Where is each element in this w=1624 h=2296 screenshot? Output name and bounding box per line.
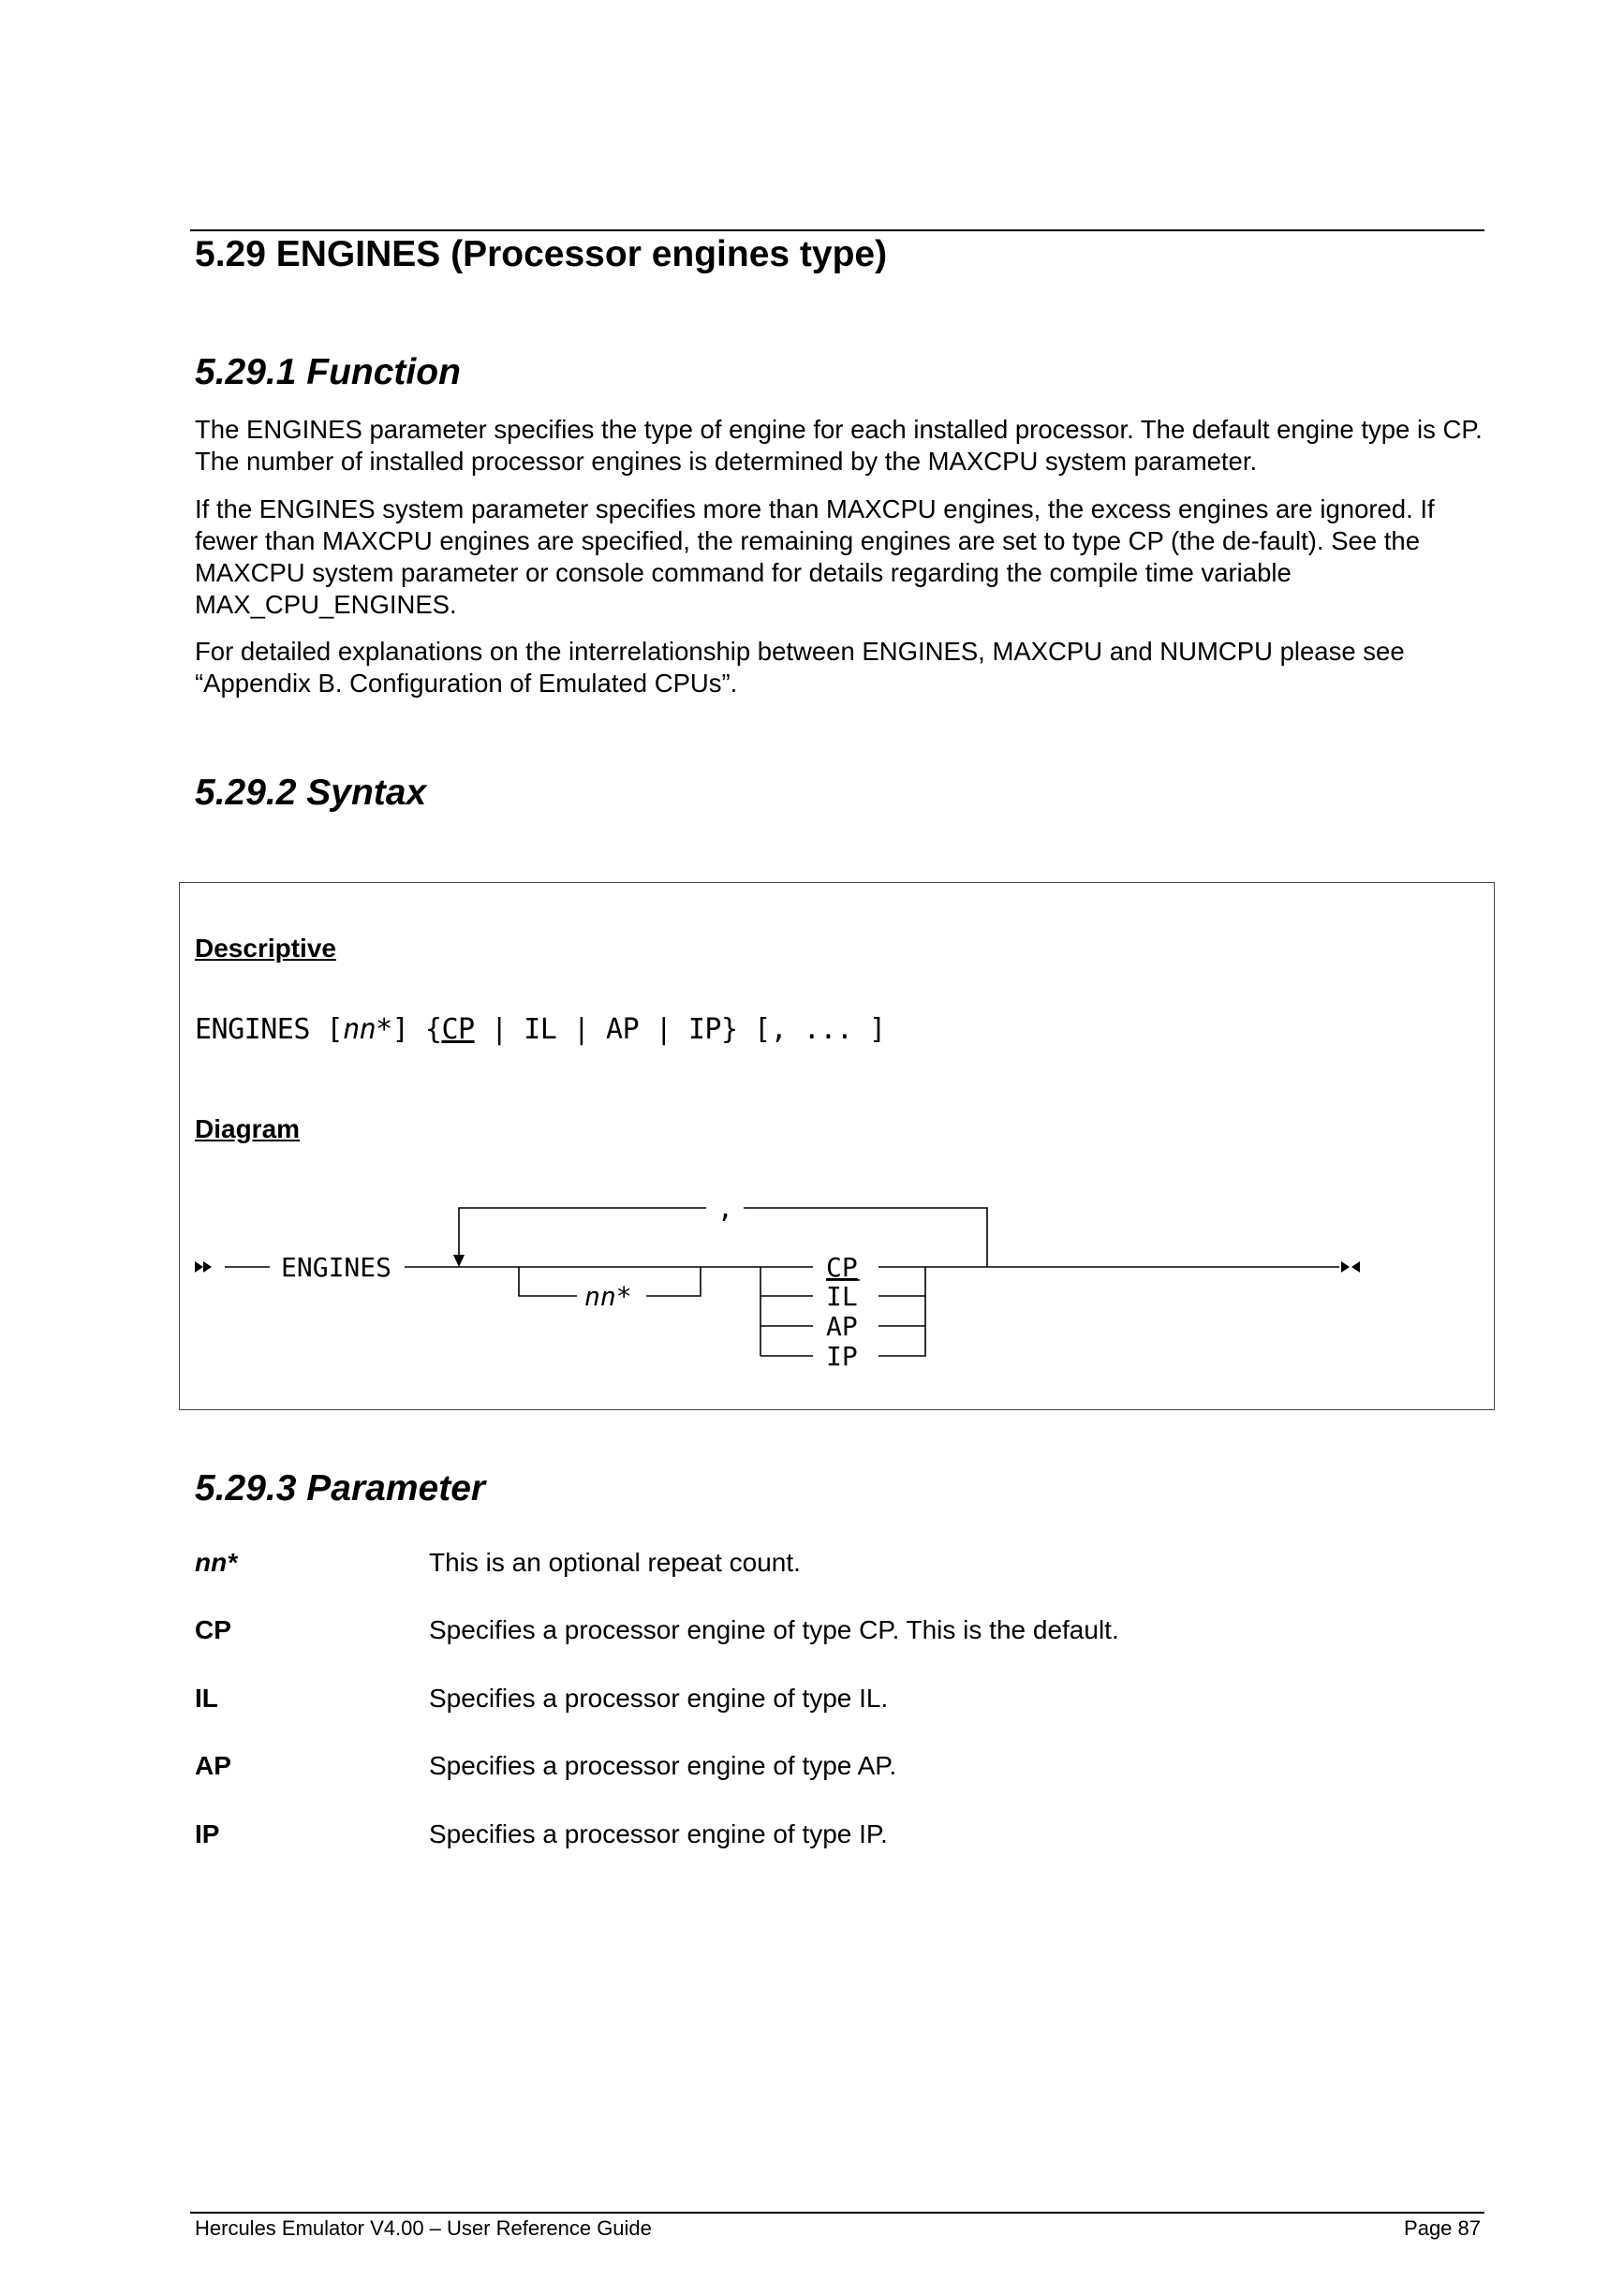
syntax-keyword: ENGINES — [195, 1013, 327, 1046]
param-desc-ip: Specifies a processor engine of type IP. — [429, 1819, 888, 1848]
page-number: Page 87 — [1404, 2216, 1481, 2240]
start-arrow-icon — [195, 1261, 203, 1273]
syntax-rest: | IL | AP | IP} [, ... ] — [474, 1013, 886, 1046]
param-name-cp: CP — [195, 1615, 231, 1644]
loop-arrow-icon — [453, 1255, 465, 1267]
footer-title: Hercules Emulator V4.00 – User Reference Guide — [195, 2216, 652, 2240]
function-paragraph-2: If the ENGINES system parameter specifies more than MAXCPU engines, the excess engines are ignored. If fewer than MAXCPU engines are specified, the remaining engines are set to type CP (the de-fault). See the MAXCPU system parameter or console command for details regarding the compile time variable MAX_CPU_ENGINES. — [195, 494, 1435, 619]
parameter-heading: 5.29.3 Parameter — [195, 1468, 486, 1509]
param-name-nn: nn* — [195, 1548, 238, 1577]
param-name-ip: IP — [195, 1819, 220, 1848]
syntax-default: CP — [441, 1013, 475, 1046]
diagram-choice-ap: AP — [826, 1311, 858, 1342]
syntax-nn: nn* — [343, 1013, 392, 1046]
diagram-separator: , — [717, 1193, 733, 1224]
diagram-optional: nn* — [584, 1281, 632, 1312]
function-paragraph-3: For detailed explanations on the interrelationship between ENGINES, MAXCPU and NUMCPU please see “Appendix B. Configuration of Emulated CPUs”. — [195, 637, 1405, 698]
param-desc-nn: This is an optional repeat count. — [429, 1548, 801, 1577]
syntax-close-bracket: ] { — [391, 1013, 442, 1046]
function-heading: 5.29.1 Function — [195, 352, 461, 392]
syntax-heading: 5.29.2 Syntax — [195, 773, 427, 813]
descriptive-label: Descriptive — [195, 934, 336, 963]
diagram-choice-ip: IP — [826, 1341, 858, 1372]
param-name-il: IL — [195, 1684, 218, 1713]
diagram-choice-cp: CP — [826, 1252, 858, 1283]
section-title: 5.29 ENGINES (Processor engines type) — [195, 234, 888, 274]
diagram-label: Diagram — [195, 1114, 301, 1143]
param-desc-ap: Specifies a processor engine of type AP. — [429, 1751, 897, 1780]
param-desc-il: Specifies a processor engine of type IL. — [429, 1684, 889, 1713]
diagram-choice-il: IL — [826, 1281, 858, 1312]
diagram-keyword: ENGINES — [281, 1252, 392, 1283]
function-paragraph-1: The ENGINES parameter specifies the type of engine for each installed processor. The default engine type is CP. The number of installed processor engines is determined by the MAXCPU system parameter. — [195, 415, 1483, 476]
syntax-open-bracket: [ — [326, 1013, 344, 1046]
end-arrow-icon — [1341, 1261, 1350, 1273]
footer-rule — [190, 2212, 1484, 2214]
param-desc-cp: Specifies a processor engine of type CP. This is the default. — [429, 1615, 1119, 1644]
param-name-ap: AP — [195, 1751, 231, 1780]
